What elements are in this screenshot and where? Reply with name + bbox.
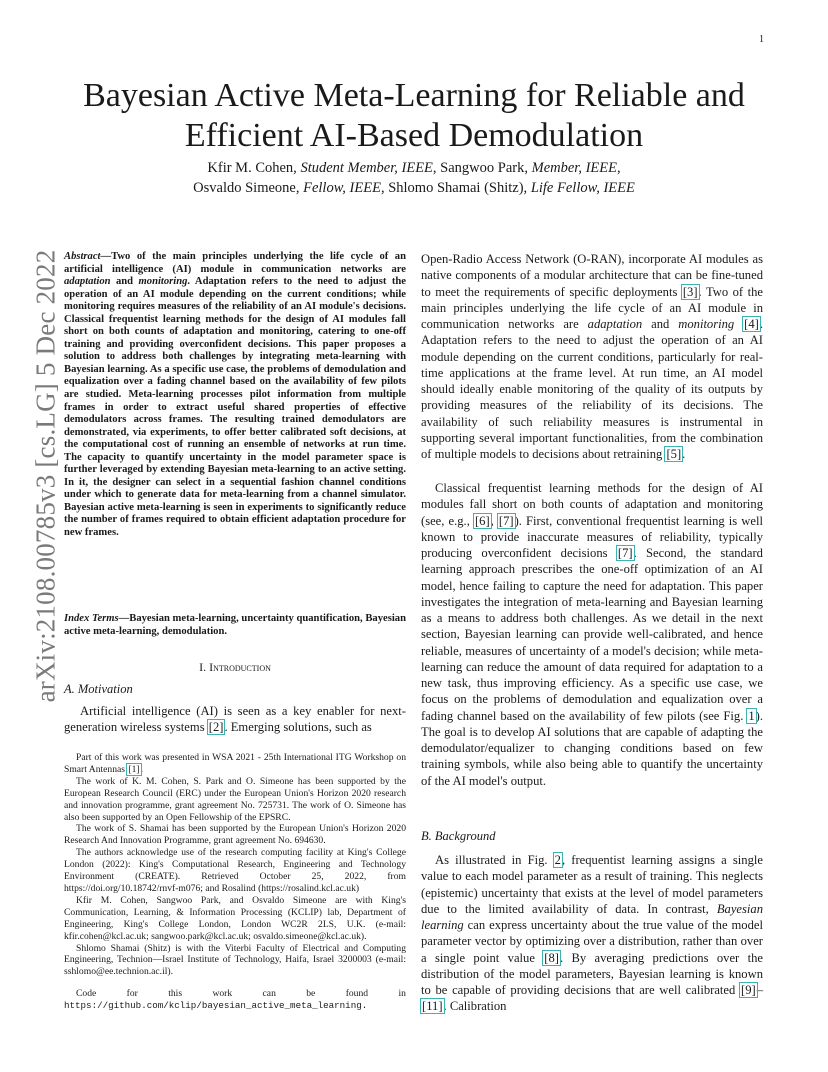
citation-link[interactable]: [2] <box>208 720 224 735</box>
intro-paragraph-continued <box>421 251 763 462</box>
author-name: , Shlomo Shamai (Shitz), <box>380 180 531 196</box>
paragraph-text: ). The goal is to develop AI solutions that are capable of adapting the demodulator/equalizer to changing conditions based on few training symbols, while also being able to quantify the uncertainty of the AI model's output. <box>421 708 763 788</box>
citation-link[interactable]: [4] <box>744 317 759 331</box>
paragraph-text: – <box>756 983 763 997</box>
code-note-words <box>64 988 406 1000</box>
intro-paragraph <box>64 703 406 735</box>
author-separator: , <box>616 160 621 176</box>
footnote: Shlomo Shamai (Shitz) is with the Viterbi Faculty of Electrical and Computing Engineering, Technion—Israel Institute of Technology, Haifa, Israel 3200003 (e-mail: sshlomo@ee.technion.ac.il). <box>64 942 406 978</box>
code-availability-note <box>64 988 418 1012</box>
author-line-2 <box>60 178 768 198</box>
footnote-text: . <box>140 763 144 775</box>
author-list <box>60 158 768 198</box>
abstract-emphasis: adaptation <box>64 276 111 288</box>
code-note-word: for <box>126 988 138 999</box>
footnote: The work of K. M. Cohen, S. Park and O. Simeone has been supported by the European Research Council (ERC) under the European Union's Horizon 2020 research and innovation programme, grant agreement No. 725731. The work of O. Simeone has also been supported by an Open Fellowship of the EPSRC. <box>64 775 406 823</box>
author-name: , Sangwoo Park, <box>432 160 532 176</box>
page-number: 1 <box>759 34 764 45</box>
footnote <box>64 752 406 776</box>
paragraph-text: . Emerging solutions, such as <box>224 720 372 735</box>
footnote-text: Part of this work was presented in WSA 2021 - 25th International ITG Workshop on Smart Antennas <box>64 752 406 775</box>
citation-link[interactable]: [1] <box>128 763 140 775</box>
paragraph-text: . Adaptation refers to the need to adjust the operation of an AI module depending on the current conditions, particularly for real-time applications at the frame level. At run time, an AI model should ideally enable monitoring of the quality of its outputs by providing measures of the reliability of its decisions. The availability of such reliability measures is instrumental in supporting several important functionalities, from the combination of multiple models to decisions about retraining <box>421 317 763 461</box>
citation-link[interactable]: [8] <box>544 950 559 965</box>
citation-link[interactable]: [7] <box>498 513 514 528</box>
abstract <box>64 251 406 540</box>
paragraph-text: As illustrated in Fig. <box>435 853 554 867</box>
citation-link[interactable]: [7] <box>617 546 633 560</box>
abstract-label: Abstract <box>64 251 101 262</box>
code-note-word: found <box>345 988 369 999</box>
arxiv-stamp: arXiv:2108.00785v3 [cs.LG] 5 Dec 2022 <box>30 249 61 703</box>
subsection-background: B. Background <box>421 829 496 843</box>
index-terms-label: Index Terms <box>64 613 119 624</box>
background-paragraph <box>421 852 763 1015</box>
author-role: Fellow, IEEE <box>303 180 381 196</box>
author-role: Life Fellow, IEEE <box>530 180 635 196</box>
index-terms-text: —Bayesian meta-learning, uncertainty quantification, Bayesian active meta-learning, demodulation. <box>64 613 406 637</box>
paragraph-text: Classical frequentist learning methods for the design of AI modules fall short on both counts of adaptation and monitoring (see, e.g., <box>421 481 763 528</box>
code-repository-link[interactable]: https://github.com/kclip/bayesian_active_meta_learning. <box>64 999 368 1011</box>
citation-link[interactable]: [11] <box>422 999 443 1014</box>
paragraph-text <box>734 317 743 331</box>
abstract-text: and <box>110 276 139 288</box>
section-heading-text: I. Introduction <box>199 660 271 674</box>
citation-link[interactable]: [9] <box>741 983 756 997</box>
paragraph-text: and <box>642 317 679 331</box>
code-note-word: be <box>306 988 316 999</box>
abstract-emphasis: monitoring <box>138 276 188 288</box>
citation-link[interactable]: [6] <box>474 513 490 528</box>
author-name: Osvaldo Simeone, <box>193 180 304 196</box>
paragraph-text: . By averaging predictions over the distribution of the model parameters, Bayesian learning is known to be capable of providing decisions that are well calibrated <box>421 950 763 997</box>
paper-title <box>60 76 768 156</box>
code-note-word: this <box>168 988 183 999</box>
emphasis-text: Bayesian learning <box>421 901 763 932</box>
paragraph-text: . <box>682 447 686 461</box>
subsection-motivation: A. Motivation <box>64 682 133 696</box>
citation-link[interactable]: [3] <box>682 284 698 299</box>
code-note-word: can <box>262 988 276 999</box>
footnote: Kfir M. Cohen, Sangwoo Park, and Osvaldo Simeone are with King's Communication, Learning, & Information Processing (KCLIP) lab, Department of Engineering, King's College London, London WC2R 2LS, U.K. (e-mail: kfir.cohen@kcl.ac.uk; sangwoo.park@kcl.ac.uk; osvaldo.simeone@kcl.ac.uk). <box>64 894 406 942</box>
code-note-word: in <box>398 988 406 999</box>
author-role: Student Member, IEEE <box>300 160 433 176</box>
paragraph-text: , frequentist learning assigns a single value to each model parameter as a result of training. This neglects (epistemic) uncertainty that exists at the level of model parameters due to the limited availability of data. In contrast, <box>421 853 763 916</box>
figure-link[interactable]: 2 <box>554 853 561 867</box>
code-note-word: Code <box>76 988 97 999</box>
section-heading <box>64 660 406 675</box>
paragraph-text: . Calibration <box>443 999 507 1014</box>
emphasis-text: monitoring <box>678 317 735 331</box>
footnotes <box>64 752 406 978</box>
paragraph-text: . Two of the main principles underlying the life cycle of an AI module in communication networks are <box>421 284 764 331</box>
title-line-1: Bayesian Active Meta-Learning for Reliable and <box>83 77 745 114</box>
paragraph-text: can express uncertainty about the true value of the model parameter vector by optimizing over a distribution, rather than over a single point value <box>421 918 763 965</box>
paragraph-text: , <box>490 513 498 528</box>
index-terms <box>64 613 406 638</box>
code-note-word: work <box>212 988 233 999</box>
abstract-text: —Two of the main principles underlying the life cycle of an artificial intelligence (AI) module in communication networks are <box>64 251 406 275</box>
abstract-text: . Adaptation refers to the need to adjust the operation of an AI module depending on the current conditions; while monitoring requires measures of the reliability of an AI module's decisions. Classical frequentist learning methods for the design of AI modules fall short on both counts of adaptation and monitoring, catering to one-off training and providing overconfident decisions. This paper proposes a solution to address both challenges by integrating meta-learning with Bayesian learning. As a specific use case, the problems of demodulation and equalization over a fading channel based on the availability of few pilots are studied. Meta-learning processes pilot information from multiple frames in order to extract useful shared properties of effective demodulators across frames. The resulting trained demodulators are demonstrated, via experiments, to offer better calibrated soft decisions, at the computational cost of running an ensemble of networks at run time. The capacity to quantify uncertainty in the model parameter space is further leveraged by extending Bayesian meta-learning to an active setting. In it, the designer can select in a sequential fashion channel conditions under which to generate data for meta-learning from a channel simulator. Bayesian active meta-learning is seen in experiments to significantly reduce the number of frames required to obtain efficient adaptation procedure for new frames. <box>64 276 406 539</box>
title-line-2: Efficient AI-Based Demodulation <box>184 117 644 154</box>
frequentist-paragraph <box>421 480 763 789</box>
paragraph-text: Open-Radio Access Network (O-RAN), incorporate AI modules as native components of a modular architecture that can be fine-tuned to meet the requirements of specific deployments <box>421 252 763 299</box>
footnote: The authors acknowledge use of the research computing facility at King's College London (2022): King's Computational Research, Engineering and Technology Environment (CREATE). Retrieved October 25, 2022, from https://doi.org/10.18742/rnvf-m076; and Rosalind (https://rosalind.kcl.ac.uk) <box>64 847 406 894</box>
emphasis-text: adaptation <box>587 317 643 331</box>
paragraph-text: Artificial intelligence (AI) is seen as a key enabler for next-generation wireless systems <box>64 704 406 735</box>
figure-link[interactable]: 1 <box>748 708 755 723</box>
footnote: The work of S. Shamai has been supported by the European Union's Horizon 2020 Research And Innovation Programme, grant agreement No. 694630. <box>64 823 406 847</box>
paragraph-text: ). First, conventional frequentist learning is well known to provide inaccurate measures of reliability, typically producing overconfident decisions <box>421 513 763 560</box>
author-name: Kfir M. Cohen, <box>207 160 301 176</box>
citation-link[interactable]: [5] <box>666 447 682 461</box>
author-line-1 <box>60 158 768 178</box>
paragraph-text: . Second, the standard learning approach prescribes the one-off optimization of an AI model, hence failing to capture the need for adaptation. This paper investigates the integration of meta-learning and Bayesian learning as a means to address both challenges. As we detail in the next section, Bayesian learning can provide well-calibrated, and hence reliable, measures of uncertainty of a model's decision; while meta-learning can reduce the amount of data required for adaptation to a new task, thus improving efficiency. As a specific use case, we focus on the problems of demodulation and equalization over a fading channel based on the availability of few pilots (see Fig. <box>421 546 763 723</box>
author-role: Member, IEEE <box>531 160 617 176</box>
